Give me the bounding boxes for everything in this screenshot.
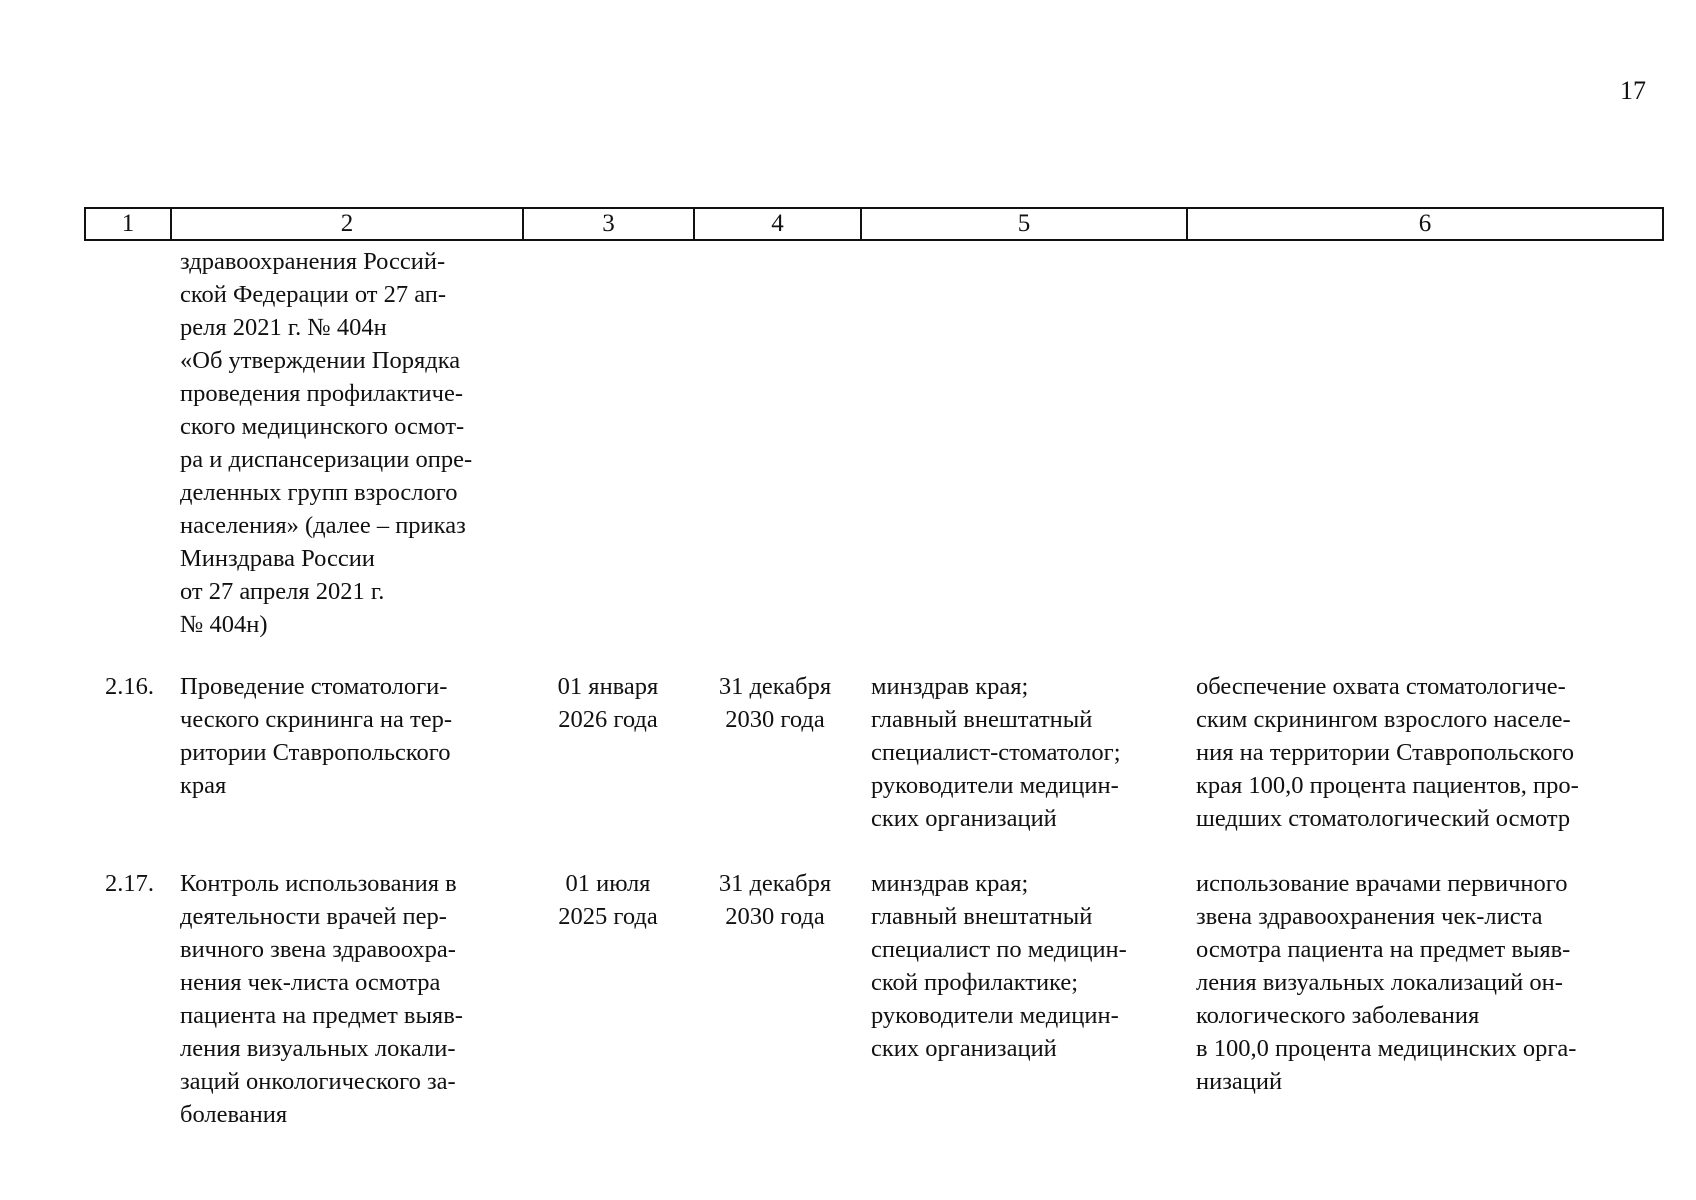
column-number-5: 5 [861, 208, 1187, 240]
row-number: 2.16. [105, 673, 154, 700]
row-result: использование врачами первичного звена здравоохранения чек-листа осмотра пациента на предмет выяв- ления визуальных локализаций он- кологического заболевания в 100,0 процента медицинских орга- низаций [1196, 870, 1577, 1095]
row-end-date: 31 декабря 2030 года [718, 673, 832, 733]
page-number: 17 [1620, 76, 1646, 105]
column-number-4: 4 [694, 208, 861, 240]
row-measure-text: Проведение стоматологи- ческого скрининга на тер- ритории Ставропольского края [180, 673, 453, 799]
row-responsible: минздрав края; главный внештатный специалист по медицин- ской профилактике; руководители медицин- ских организаций [871, 870, 1127, 1062]
column-number-header [84, 207, 1664, 241]
column-number-1: 1 [85, 208, 171, 240]
row-result: обеспечение охвата стоматологиче- ским скринингом взрослого населе- ния на территории Ставропольского края 100,0 процента пациентов, про- шедших стоматологический осмотр [1196, 673, 1579, 832]
continuation-col2-text: здравоохранения Россий- ской Федерации от 27 ап- реля 2021 г. № 404н «Об утверждении Порядка проведения профилактиче- ского медицинского осмот- ра и диспансеризации опре- деленных групп взрослого населения» (далее – приказ Минздрава России от 27 апреля 2021 г. № 404н) [180, 248, 473, 638]
column-number-2: 2 [171, 208, 523, 240]
column-number-3: 3 [523, 208, 694, 240]
row-measure-text: Контроль использования в деятельности врачей пер- вичного звена здравоохра- нения чек-листа осмотра пациента на предмет выяв- ления визуальных локали- заций онкологического за- болевания [180, 870, 463, 1128]
row-responsible: минздрав края; главный внештатный специалист-стоматолог; руководители медицин- ских организаций [871, 673, 1121, 832]
row-start-date: 01 января 2026 года [557, 673, 659, 733]
row-start-date: 01 июля 2025 года [558, 870, 658, 930]
row-number: 2.17. [105, 870, 154, 897]
row-end-date: 31 декабря 2030 года [718, 870, 832, 930]
column-number-6: 6 [1187, 208, 1663, 240]
